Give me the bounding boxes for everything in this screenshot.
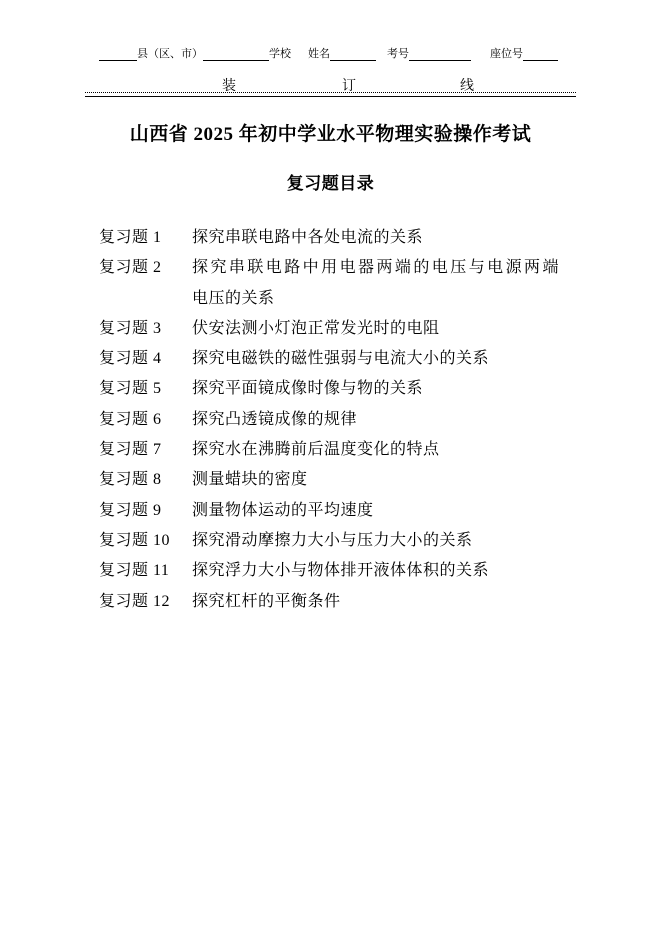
toc-item-desc xyxy=(192,223,575,253)
toc-item-desc-line: 探究电磁铁的磁性强弱与电流大小的关系 xyxy=(192,350,490,368)
toc-item-desc xyxy=(192,435,575,465)
toc-item-label: 复习题 3 xyxy=(99,319,162,337)
toc-item xyxy=(99,465,575,495)
binding-char-ding: 订 xyxy=(342,79,356,94)
document-title: 山西省 2025 年初中学业水平物理实验操作考试 xyxy=(129,124,532,145)
toc-item-label: 复习题 2 xyxy=(99,259,162,277)
toc-item-desc-line: 探究平面镜成像时像与物的关系 xyxy=(192,380,424,398)
toc-item xyxy=(99,526,575,556)
toc-item-label: 复习题 11 xyxy=(99,562,170,580)
toc-item xyxy=(99,587,575,617)
toc-item-desc xyxy=(192,374,575,404)
exam-number-label: 考号 xyxy=(387,48,409,60)
toc-item-desc xyxy=(192,465,575,495)
toc-item-label: 复习题 12 xyxy=(99,592,171,610)
toc-item-desc-line: 探究浮力大小与物体排开液体体积的关系 xyxy=(192,562,490,580)
toc-item xyxy=(99,223,575,253)
toc-item xyxy=(99,344,575,374)
toc-item-label: 复习题 6 xyxy=(99,410,162,428)
toc-item xyxy=(99,405,575,435)
toc-item xyxy=(99,556,575,586)
toc-item-desc xyxy=(192,526,575,556)
toc-item-desc xyxy=(192,314,575,344)
toc-item-desc-line: 探究水在沸腾前后温度变化的特点 xyxy=(192,441,440,459)
toc-item-label: 复习题 1 xyxy=(99,229,162,246)
toc-item-desc-line: 伏安法测小灯泡正常发光时的电阻 xyxy=(192,319,440,337)
exam-number-blank-line xyxy=(409,48,471,61)
toc-item-label: 复习题 9 xyxy=(99,501,162,519)
toc-item-desc xyxy=(192,496,575,526)
toc-item xyxy=(99,496,575,526)
toc-item-desc xyxy=(192,405,575,435)
toc-item-label: 复习题 7 xyxy=(99,441,162,459)
toc-item-desc-line: 测量物体运动的平均速度 xyxy=(192,501,374,519)
school-label: 学校 xyxy=(269,48,291,60)
name-blank-line xyxy=(330,48,376,61)
toc-item-desc xyxy=(192,344,575,374)
toc-item-desc-line: 探究凸透镜成像的规律 xyxy=(192,410,358,428)
binding-char-xian: 线 xyxy=(460,79,474,94)
binding-dotted-line xyxy=(85,92,576,93)
binding-solid-line xyxy=(85,96,576,97)
school-blank-line xyxy=(203,48,269,61)
name-label: 姓名 xyxy=(308,48,330,60)
document-subtitle: 复习题目录 xyxy=(286,174,375,193)
seat-number-blank-line xyxy=(523,48,558,61)
toc-item-desc-line: 探究串联电路中用电器两端的电压与电源两端 xyxy=(192,259,559,277)
seat-number-label: 座位号 xyxy=(490,48,523,60)
review-items-list xyxy=(99,223,575,617)
student-info-row xyxy=(99,47,558,61)
toc-item-desc xyxy=(192,587,575,617)
toc-item-desc-line: 探究杠杆的平衡条件 xyxy=(192,592,341,610)
toc-item-desc-line: 探究串联电路中各处电流的关系 xyxy=(192,229,424,246)
toc-item-label: 复习题 5 xyxy=(99,380,162,398)
binding-char-zhuang: 装 xyxy=(222,79,236,94)
toc-item-desc xyxy=(192,556,575,586)
toc-item-desc-line: 探究滑动摩擦力大小与压力大小的关系 xyxy=(192,531,473,549)
toc-item-desc-line: 电压的关系 xyxy=(192,289,275,307)
county-blank-line xyxy=(99,48,137,61)
toc-item xyxy=(99,374,575,404)
toc-item xyxy=(99,435,575,465)
toc-item-label: 复习题 4 xyxy=(99,350,162,368)
toc-item-label: 复习题 10 xyxy=(99,531,171,549)
toc-item-label: 复习题 8 xyxy=(99,471,162,489)
toc-item xyxy=(99,314,575,344)
toc-item-desc-line: 测量蜡块的密度 xyxy=(192,471,308,489)
county-label: 县（区、市） xyxy=(137,48,203,60)
toc-item-desc xyxy=(192,253,575,314)
toc-item xyxy=(99,253,575,314)
